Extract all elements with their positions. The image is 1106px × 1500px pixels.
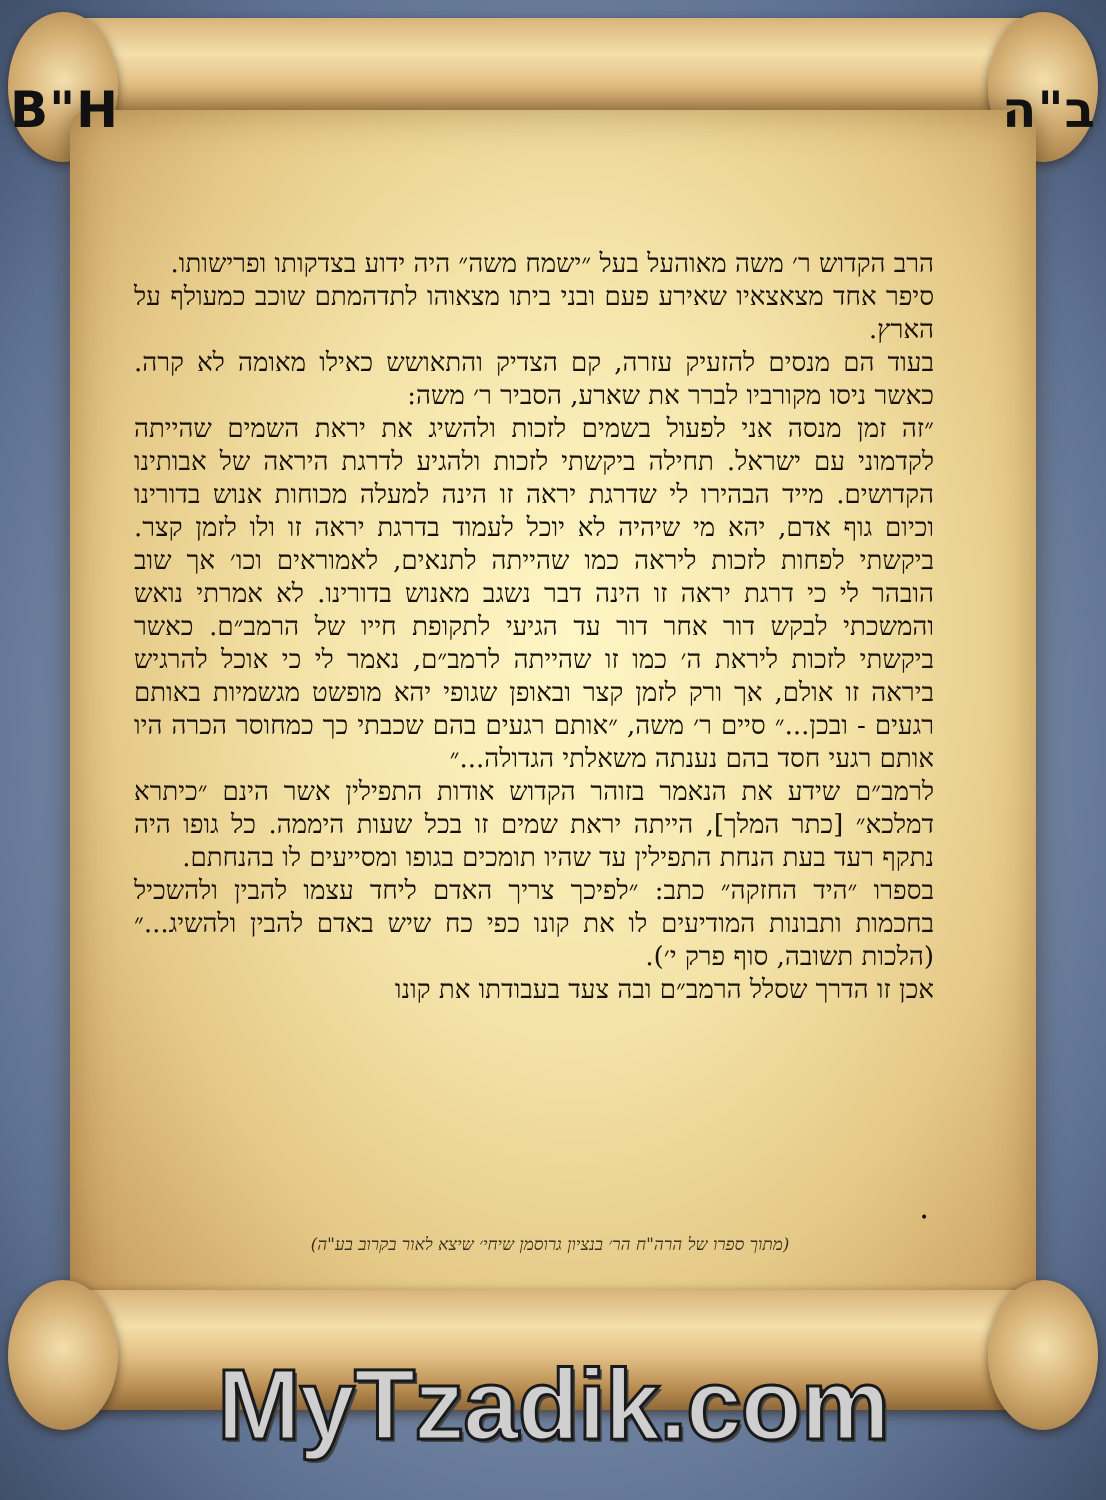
story-paragraph: לרמב״ם שידע את הנאמר בזוהר הקדוש אודות התפילין אשר הינם ״כיתרא דמלכא״ [כתר המלך], הייתה יראת שמים זו בכל שעות היממה. כל גופו היה נתקף רעד בעת הנחת התפילין עד שהיו תומכים בגופו ומסייעים לו בהנחתם. — [134, 777, 934, 873]
end-bullet: • — [920, 1210, 929, 1226]
story-paragraph: בעוד הם מנסים להזעיק עזרה, קם הצדיק והתאושש כאילו מאומה לא קרה. כאשר ניסו מקורביו לברר את שארע, הסביר ר׳ משה: — [134, 348, 934, 411]
scroll-bottom-right-end — [988, 1280, 1098, 1430]
story-paragraph: בספרו ״היד החזקה״ כתב: ״לפיכך צריך האדם ליחד עצמו להבין ולהשכיל בחכמות ותבונות המודיעים לו את קונו כפי כח שיש באדם להבין ולהשיג...״ (הלכות תשובה, סוף פרק י׳). — [134, 876, 934, 972]
story-text — [134, 248, 934, 1007]
story-paragraph: סיפר אחד מצאצאיו שאירע פעם ובני ביתו מצאוהו לתדהמתם שוכב כמעולף על הארץ. — [134, 282, 934, 345]
corner-mark-left: B"H — [10, 81, 120, 139]
story-paragraph: ״זה זמן מנסה אני לפעול בשמים לזכות ולהשיג את יראת השמים שהייתה לקדמוני עם ישראל. תחילה ביקשתי לזכות ולהגיע לדרגת היראה של אבותינו הקדושים. מייד הבהירו לי שדרגת יראה זו הינה למעלה מכוחות אנוש בדורינו וכיום גוף אדם, יהא מי שיהיה לא יוכל לעמוד בדרגת יראה זו ולו לזמן קצר. ביקשתי לפחות לזכות ליראה כמו שהייתה לתנאים, לאמוראים וכו׳ אך שוב הובהר לי כי דרגת יראה זו הינה דבר נשגב מאנוש בדורינו. לא אמרתי נואש והמשכתי לבקש דור אחר דור עד הגיעי לתקופת חייו של הרמב״ם. כאשר ביקשתי לזכות ליראת ה׳ כמו זו שהייתה לרמב״ם, נאמר לי כי אוכל להרגיש ביראה זו אולם, אך ורק לזמן קצר ובאופן שגופי יהא מופשט מגשמיות באותם רגעים - ובכן...״ סיים ר׳ משה, ״אותם רגעים בהם שכבתי כך כמחוסר הכרה היו אותם רגעי חסד בהם נענתה משאלתי הגדולה...״ — [134, 414, 934, 774]
story-paragraph: אכן זו הדרך שסלל הרמב״ם ובה צעד בעבודתו את קונו — [394, 975, 934, 1005]
corner-mark-right: ב"ה — [1002, 81, 1096, 139]
scroll-bottom-left-end — [8, 1280, 118, 1430]
site-brand-logo[interactable]: MyTzadik.com — [217, 1349, 889, 1461]
source-note: (מתוך ספרו של הרה"ח הר׳ בנציון גרוסמן שיחי׳ שיצא לאור בקרוב בע"ה) — [310, 1235, 790, 1255]
story-paragraph: הרב הקדוש ר׳ משה מאוהעל בעל ״ישמח משה״ היה ידוע בצדקותו ופרישותו. — [170, 249, 934, 279]
